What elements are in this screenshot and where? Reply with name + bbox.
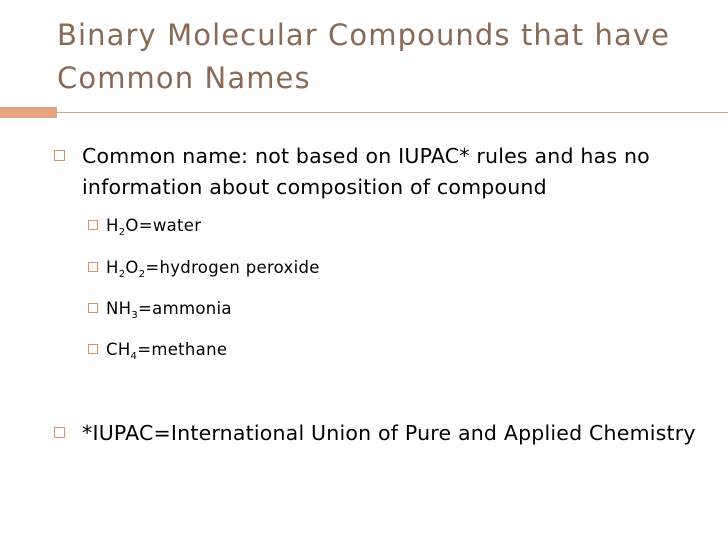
formula-part: O [125,216,139,235]
square-bullet-icon [54,150,65,161]
subbullet-text [106,214,688,238]
title-divider [57,112,728,113]
square-bullet-icon [88,220,98,230]
formula-subscript: 2 [118,227,126,238]
formula-part: H [106,216,119,235]
slide-title: Binary Molecular Compounds that have Common Names [57,18,671,95]
subbullet-methane [88,338,688,362]
formula-subscript: 4 [130,351,138,362]
compound-name: =ammonia [138,299,232,318]
formula-subscript: 3 [131,310,139,321]
formula-part: CH [106,340,131,359]
subbullet-ammonia [88,297,688,321]
formula-part: O [125,258,139,277]
compound-name: =methane [137,340,228,359]
square-bullet-icon [88,303,98,313]
square-bullet-icon [54,427,65,438]
square-bullet-icon [88,344,98,354]
subbullet-text [106,338,688,362]
formula-subscript: 2 [138,269,146,280]
subbullet-text [106,297,688,321]
bullet-text: Common name: not based on IUPAC* rules and has no information about composition of compound [82,144,650,199]
formula-part: H [106,258,119,277]
square-bullet-icon [88,262,98,272]
subbullet-hydrogen-peroxide [88,256,688,280]
bullet-common-name [54,141,704,203]
formula-part: NH [106,299,132,318]
subbullet-text [106,256,688,280]
bullet-iupac-definition [54,418,704,449]
title-accent-bar [0,107,57,118]
subbullet-water [88,214,688,238]
compound-name: =hydrogen peroxide [145,258,320,277]
bullet-text: *IUPAC=International Union of Pure and Applied Chemistry [82,421,696,445]
compound-name: =water [138,216,202,235]
formula-subscript: 2 [118,269,126,280]
